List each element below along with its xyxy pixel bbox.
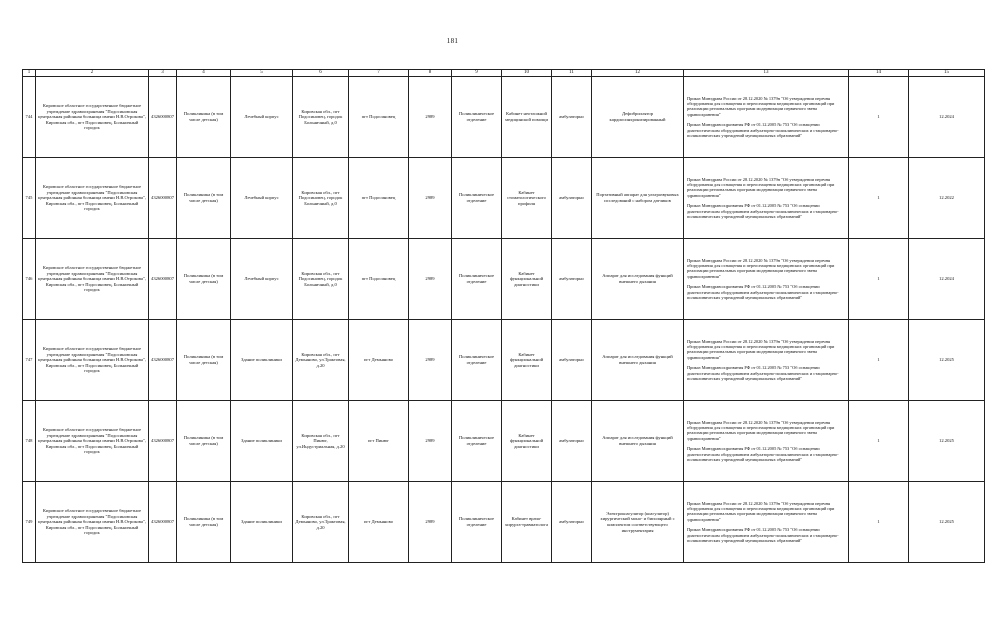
- care-type-cell: амбулаторно: [552, 401, 592, 482]
- table-row: [23, 401, 985, 482]
- equipment-cell: Аппарат для исследования функций внешнего дыхания: [592, 320, 684, 401]
- row-number-cell: 745: [23, 158, 36, 239]
- quantity-cell: 1: [849, 158, 909, 239]
- unit-cell: Поликлиника (в том числе детская): [177, 482, 231, 563]
- address-cell: Кировская обл., пгт Пинюг, ул.Индустриальная, д.20: [293, 401, 349, 482]
- column-header: 14: [849, 70, 909, 77]
- care-type-cell: амбулаторно: [552, 77, 592, 158]
- cabinet-cell: Кабинет неотложной медицинской помощи: [502, 77, 552, 158]
- department-cell: Поликлиническое отделение: [452, 482, 502, 563]
- department-cell: Поликлиническое отделение: [452, 158, 502, 239]
- quantity-cell: 1: [849, 239, 909, 320]
- cabinet-cell: Кабинет врача-хирурга-травматолога: [502, 482, 552, 563]
- column-header: 4: [177, 70, 231, 77]
- table-row: [23, 77, 985, 158]
- column-header: 12: [592, 70, 684, 77]
- cabinet-cell: Кабинет функциональной диагностики: [502, 320, 552, 401]
- legal-basis-cell: Приказ Минздрава России от 28.12.2020 № 1379н "Об утверждении перечня оборудования для оснащения и переоснащения медицинских организаций при реализации региональных программ модернизации первичного звена здравоохранения" Приказ Минздравсоцразвития РФ от 01.12.2005 № 753 "Об оснащении диагностическим оборудованием амбулаторно-поликлинических и стационарно-поликлинических учреждений муниципальных образований": [684, 158, 849, 239]
- cabinet-cell: Кабинет функциональной диагностики: [502, 401, 552, 482]
- cabinet-cell: Кабинет функциональной диагностики: [502, 239, 552, 320]
- column-header: 1: [23, 70, 36, 77]
- quantity-cell: 1: [849, 401, 909, 482]
- column-header: 10: [502, 70, 552, 77]
- legal-basis-cell: Приказ Минздрава России от 28.12.2020 № 1379н "Об утверждении перечня оборудования для оснащения и переоснащения медицинских организаций при реализации региональных программ модернизации первичного звена здравоохранения" Приказ Минздравсоцразвития РФ от 01.12.2005 № 753 "Об оснащении диагностическим оборудованием амбулаторно-поликлинических и стационарно-поликлинических учреждений муниципальных образований": [684, 320, 849, 401]
- table-body: [23, 77, 985, 563]
- column-header: 2: [36, 70, 149, 77]
- row-number-cell: 744: [23, 77, 36, 158]
- column-header: 8: [409, 70, 452, 77]
- year-cell: 2989: [409, 482, 452, 563]
- org-code-cell: 4326000807: [149, 239, 177, 320]
- address-cell: Кировская обл., пгт Демьяново, ул.Трактовая, д.20: [293, 482, 349, 563]
- year-cell: 2989: [409, 158, 452, 239]
- date-cell: 12.2024: [909, 77, 985, 158]
- row-number-cell: 748: [23, 401, 36, 482]
- quantity-cell: 1: [849, 77, 909, 158]
- building-cell: Здание поликлиники: [231, 401, 293, 482]
- date-cell: 12.2025: [909, 401, 985, 482]
- care-type-cell: амбулаторно: [552, 239, 592, 320]
- unit-cell: Поликлиника (в том числе детская): [177, 158, 231, 239]
- row-number-cell: 749: [23, 482, 36, 563]
- building-cell: Здание поликлиники: [231, 320, 293, 401]
- building-cell: Лечебный корпус: [231, 158, 293, 239]
- building-cell: Лечебный корпус: [231, 239, 293, 320]
- column-header: 5: [231, 70, 293, 77]
- organization-cell: Кировское областное государственное бюджетное учреждение здравоохранения "Подосиновская центральная районная больница имени Н.В.Отрокова", Кировская обл., пгт Подосиновец, Больничный городок: [36, 158, 149, 239]
- unit-cell: Поликлиника (в том числе детская): [177, 239, 231, 320]
- building-cell: Лечебный корпус: [231, 77, 293, 158]
- department-cell: Поликлиническое отделение: [452, 239, 502, 320]
- year-cell: 2989: [409, 401, 452, 482]
- address-cell: Кировская обл., пгт Подосиновец, городок Больничный, д.0: [293, 77, 349, 158]
- header-row: [23, 70, 985, 77]
- cabinet-cell: Кабинет стоматологического профиля: [502, 158, 552, 239]
- quantity-cell: 1: [849, 482, 909, 563]
- unit-cell: Поликлиника (в том числе детская): [177, 401, 231, 482]
- equipment-cell: Аппарат для исследования функций внешнего дыхания: [592, 401, 684, 482]
- unit-cell: Поликлиника (в том числе детская): [177, 77, 231, 158]
- department-cell: Поликлиническое отделение: [452, 77, 502, 158]
- org-code-cell: 4326000807: [149, 320, 177, 401]
- column-header: 11: [552, 70, 592, 77]
- organization-cell: Кировское областное государственное бюджетное учреждение здравоохранения "Подосиновская центральная районная больница имени Н.В.Отрокова", Кировская обл., пгт Подосиновец, Больничный городок: [36, 320, 149, 401]
- locality-cell: пгт Демьяново: [349, 482, 409, 563]
- quantity-cell: 1: [849, 320, 909, 401]
- column-header: 15: [909, 70, 985, 77]
- locality-cell: пгт Подосиновец: [349, 158, 409, 239]
- locality-cell: пгт Пинюг: [349, 401, 409, 482]
- equipment-cell: Электрокоагулятор (коагулятор) хирургический моно- и биполярный с комплектом соответствующего инструментария: [592, 482, 684, 563]
- care-type-cell: амбулаторно: [552, 158, 592, 239]
- org-code-cell: 4326000807: [149, 77, 177, 158]
- legal-basis-cell: Приказ Минздрава России от 28.12.2020 № 1379н "Об утверждении перечня оборудования для оснащения и переоснащения медицинских организаций при реализации региональных программ модернизации первичного звена здравоохранения" Приказ Минздравсоцразвития РФ от 01.12.2005 № 753 "Об оснащении диагностическим оборудованием амбулаторно-поликлинических и стационарно-поликлинических учреждений муниципальных образований": [684, 482, 849, 563]
- org-code-cell: 4326000807: [149, 158, 177, 239]
- building-cell: Здание поликлиники: [231, 482, 293, 563]
- year-cell: 2989: [409, 320, 452, 401]
- care-type-cell: амбулаторно: [552, 320, 592, 401]
- address-cell: Кировская обл., пгт Демьяново, ул.Трактовая, д.20: [293, 320, 349, 401]
- legal-basis-cell: Приказ Минздрава России от 28.12.2020 № 1379н "Об утверждении перечня оборудования для оснащения и переоснащения медицинских организаций при реализации региональных программ модернизации первичного звена здравоохранения" Приказ Минздравсоцразвития РФ от 01.12.2005 № 753 "Об оснащении диагностическим оборудованием амбулаторно-поликлинических и стационарно-поликлинических учреждений муниципальных образований": [684, 239, 849, 320]
- equipment-table: [22, 69, 985, 563]
- row-number-cell: 747: [23, 320, 36, 401]
- equipment-cell: Дефибриллятор кардиосинхронизированный: [592, 77, 684, 158]
- organization-cell: Кировское областное государственное бюджетное учреждение здравоохранения "Подосиновская центральная районная больница имени Н.В.Отрокова", Кировская обл., пгт Подосиновец, Больничный городок: [36, 77, 149, 158]
- unit-cell: Поликлиника (в том числе детская): [177, 320, 231, 401]
- table-row: [23, 158, 985, 239]
- organization-cell: Кировское областное государственное бюджетное учреждение здравоохранения "Подосиновская центральная районная больница имени Н.В.Отрокова", Кировская обл., пгт Подосиновец, Больничный городок: [36, 239, 149, 320]
- date-cell: 12.2025: [909, 320, 985, 401]
- date-cell: 12.2022: [909, 158, 985, 239]
- department-cell: Поликлиническое отделение: [452, 320, 502, 401]
- legal-basis-cell: Приказ Минздрава России от 28.12.2020 № 1379н "Об утверждении перечня оборудования для оснащения и переоснащения медицинских организаций при реализации региональных программ модернизации первичного звена здравоохранения" Приказ Минздравсоцразвития РФ от 01.12.2005 № 753 "Об оснащении диагностическим оборудованием амбулаторно-поликлинических и стационарно-поликлинических учреждений муниципальных образований": [684, 77, 849, 158]
- column-header: 3: [149, 70, 177, 77]
- year-cell: 2989: [409, 239, 452, 320]
- legal-basis-cell: Приказ Минздрава России от 28.12.2020 № 1379н "Об утверждении перечня оборудования для оснащения и переоснащения медицинских организаций при реализации региональных программ модернизации первичного звена здравоохранения" Приказ Минздравсоцразвития РФ от 01.12.2005 № 753 "Об оснащении диагностическим оборудованием амбулаторно-поликлинических и стационарно-поликлинических учреждений муниципальных образований": [684, 401, 849, 482]
- column-header: 9: [452, 70, 502, 77]
- locality-cell: пгт Подосиновец: [349, 77, 409, 158]
- column-header: 6: [293, 70, 349, 77]
- locality-cell: пгт Демьяново: [349, 320, 409, 401]
- address-cell: Кировская обл., пгт Подосиновец, городок Больничный, д.0: [293, 239, 349, 320]
- row-number-cell: 746: [23, 239, 36, 320]
- date-cell: 12.2025: [909, 482, 985, 563]
- organization-cell: Кировское областное государственное бюджетное учреждение здравоохранения "Подосиновская центральная районная больница имени Н.В.Отрокова", Кировская обл., пгт Подосиновец, Больничный городок: [36, 401, 149, 482]
- org-code-cell: 4326000807: [149, 401, 177, 482]
- column-header: 13: [684, 70, 849, 77]
- care-type-cell: амбулаторно: [552, 482, 592, 563]
- page-number: 181: [446, 37, 459, 45]
- organization-cell: Кировское областное государственное бюджетное учреждение здравоохранения "Подосиновская центральная районная больница имени Н.В.Отрокова", Кировская обл., пгт Подосиновец, Больничный городок: [36, 482, 149, 563]
- year-cell: 2989: [409, 77, 452, 158]
- column-header: 7: [349, 70, 409, 77]
- equipment-cell: Аппарат для исследования функций внешнего дыхания: [592, 239, 684, 320]
- table-row: [23, 239, 985, 320]
- date-cell: 12.2024: [909, 239, 985, 320]
- table-row: [23, 320, 985, 401]
- address-cell: Кировская обл., пгт Подосиновец, городок Больничный, д.0: [293, 158, 349, 239]
- locality-cell: пгт Подосиновец: [349, 239, 409, 320]
- equipment-cell: Портативный аппарат для ультразвуковых исследований с набором датчиков: [592, 158, 684, 239]
- department-cell: Поликлиническое отделение: [452, 401, 502, 482]
- org-code-cell: 4326000807: [149, 482, 177, 563]
- table-row: [23, 482, 985, 563]
